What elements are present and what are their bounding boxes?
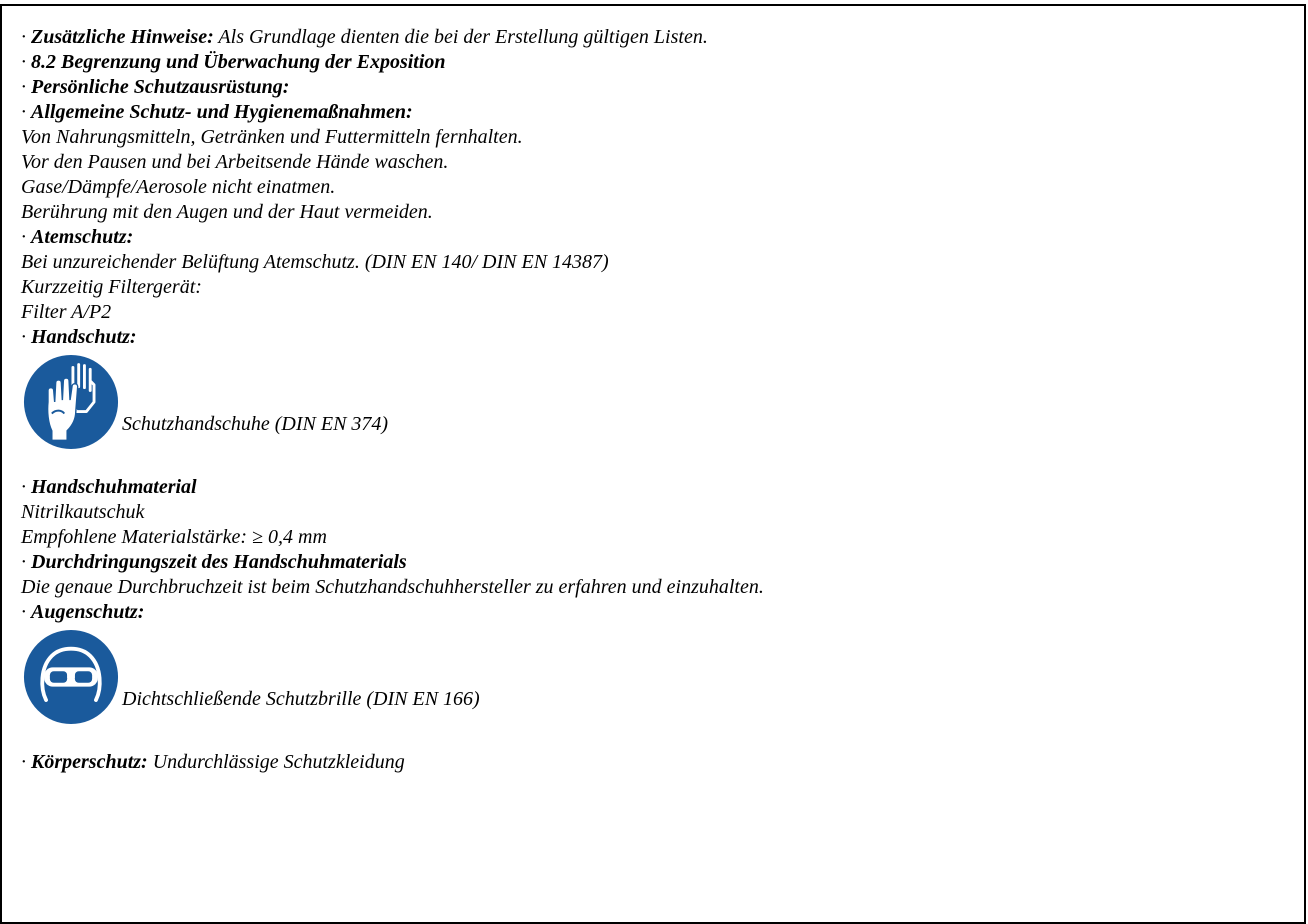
breakthrough-line: Die genaue Durchbruchzeit ist beim Schutzhandschuhhersteller zu erfahren und einzuhalten. xyxy=(21,576,764,598)
respiratory-heading: · Atemschutz: xyxy=(21,226,134,248)
hand-protection-heading: · Handschutz: xyxy=(21,326,137,348)
breakthrough-heading: · Durchdringungszeit des Handschuhmaterials xyxy=(21,551,407,573)
document-frame xyxy=(0,4,1306,924)
hygiene-line: Vor den Pausen und bei Arbeitsende Hände waschen. xyxy=(21,151,449,173)
goggles-mandatory-icon xyxy=(23,629,119,725)
spacer xyxy=(21,713,764,750)
hygiene-line: Gase/Dämpfe/Aerosole nicht einatmen. xyxy=(21,176,336,198)
document-content xyxy=(21,25,764,775)
spacer xyxy=(21,438,764,475)
goggles-caption: Dichtschließende Schutzbrille (DIN EN 166) xyxy=(122,688,480,710)
body-protection-line: · Körperschutz: Undurchlässige Schutzkleidung xyxy=(21,751,405,773)
note-line: · Zusätzliche Hinweise: Als Grundlage dienten die bei der Erstellung gültigen Listen. xyxy=(21,26,708,48)
hand-protection-row xyxy=(21,350,764,438)
respiratory-line: Filter A/P2 xyxy=(21,301,112,323)
section-heading: · 8.2 Begrenzung und Überwachung der Exposition xyxy=(21,51,446,73)
gloves-mandatory-icon xyxy=(23,354,119,450)
glove-material-line: Nitrilkautschuk xyxy=(21,501,145,523)
glove-material-heading: · Handschuhmaterial xyxy=(21,476,197,498)
respiratory-line: Bei unzureichender Belüftung Atemschutz. (DIN EN 140/ DIN EN 14387) xyxy=(21,251,609,273)
hygiene-heading: · Allgemeine Schutz- und Hygienemaßnahmen: xyxy=(21,101,413,123)
hygiene-line: Berührung mit den Augen und der Haut vermeiden. xyxy=(21,201,433,223)
hygiene-line: Von Nahrungsmitteln, Getränken und Futtermitteln fernhalten. xyxy=(21,126,523,148)
eye-protection-heading: · Augenschutz: xyxy=(21,601,145,623)
gloves-caption: Schutzhandschuhe (DIN EN 374) xyxy=(122,413,389,435)
glove-material-line: Empfohlene Materialstärke: ≥ 0,4 mm xyxy=(21,526,327,548)
respiratory-line: Kurzzeitig Filtergerät: xyxy=(21,276,202,298)
eye-protection-row xyxy=(21,625,764,713)
ppe-heading: · Persönliche Schutzausrüstung: xyxy=(21,76,290,98)
